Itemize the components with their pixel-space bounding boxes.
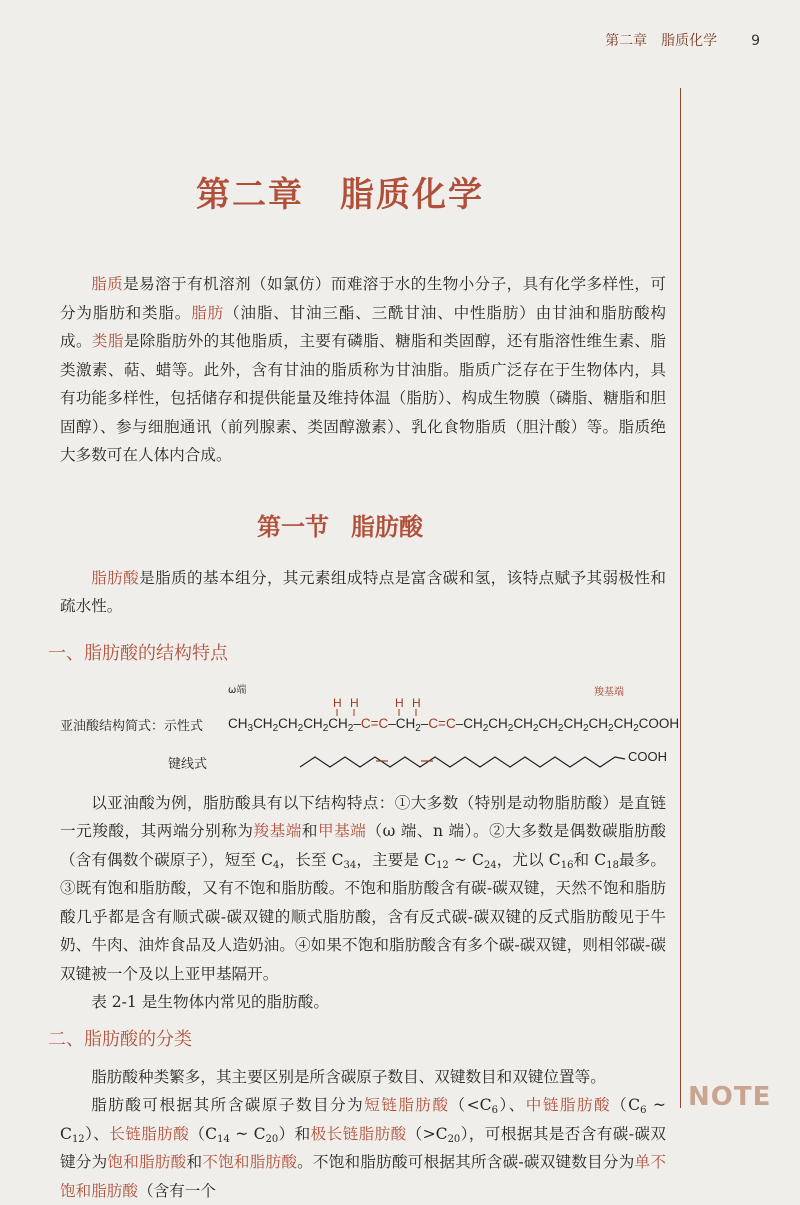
highlighted-term: 极长链脂肪酸 <box>310 1124 407 1143</box>
omega-end-label: ω端 <box>228 684 247 696</box>
condensed-formula-label: 亚油酸结构简式：示性式 <box>60 718 204 734</box>
section-name: 脂肪酸 <box>351 511 423 541</box>
text-run: ，长至 C <box>279 850 344 869</box>
structure-paragraph <box>60 789 666 989</box>
text-run: ，尤以 C <box>496 850 561 869</box>
subscript: 34 <box>343 859 357 871</box>
skeletal-cooh: COOH <box>628 748 667 764</box>
text-run: （油脂、甘油三酯、三酰甘油、中性脂肪）由甘油和脂肪酸构成。 <box>60 303 666 350</box>
subscript: 20 <box>265 1133 279 1145</box>
text-run: 和 <box>301 822 319 840</box>
running-header <box>605 30 760 50</box>
chapter-title <box>0 170 680 220</box>
text-run: ）、 <box>497 1096 526 1114</box>
section-title <box>0 510 680 544</box>
chapter-number: 第二章 <box>196 175 304 215</box>
text-run: 是除脂肪外的其他脂质，主要有磷脂、糖脂和类固醇，还有脂溶性维生素、脂类激素、萜、蜡等。此外，含有甘油的脂质称为甘油脂。脂质广泛存在于生物体内，具有功能多样性，包括储存和提供能量及维持体温（脂肪）、构成生物膜（磷脂、糖脂和胆固醇）、参与细胞通讯（前列腺素、类固醇激素）、乳化食物脂质（胆汁酸）等。脂质绝大多数可在人体内合成。 <box>60 332 666 464</box>
text-run: （C <box>611 1096 641 1114</box>
text-run: 是易溶于有机溶剂（如氯仿）而难溶于水的生物小分子，具有化学多样性，可分为脂肪和类脂。 <box>60 275 666 322</box>
section-intro-paragraph <box>60 564 666 621</box>
highlighted-term: 中链脂肪酸 <box>525 1096 612 1114</box>
svg-text:H: H <box>333 695 342 710</box>
subscript: 12 <box>436 859 449 871</box>
text-run: 是脂质的基本组分，其元素组成特点是富含碳和氢，该特点赋予其弱极性和疏水性。 <box>60 568 666 615</box>
text-run: 和 C <box>573 850 607 869</box>
highlighted-term: 不饱和脂肪酸 <box>202 1153 298 1171</box>
page-number: 9 <box>751 33 760 49</box>
highlighted-term: 甲基端 <box>318 822 367 840</box>
subscript: 12 <box>71 1133 85 1145</box>
section-number: 第一节 <box>257 511 329 541</box>
highlighted-term: 长链脂肪酸 <box>109 1124 190 1143</box>
running-chapter: 第二章 脂质化学 <box>605 33 718 49</box>
carboxyl-end-label: 羧基端 <box>594 686 624 698</box>
subscript: 14 <box>217 1133 230 1145</box>
highlighted-term: 饱和脂肪酸 <box>107 1153 187 1171</box>
highlighted-term: 脂肪酸 <box>91 568 140 587</box>
subscript: 4 <box>273 859 280 871</box>
skeletal-formula-label: 键线式 <box>168 756 208 772</box>
highlighted-term: 短链脂肪酸 <box>364 1096 450 1114</box>
text-run: ~ C <box>60 1096 666 1143</box>
svg-text:H: H <box>412 695 421 710</box>
text-run: 和 <box>186 1153 203 1171</box>
highlighted-term: 脂肪 <box>191 303 225 322</box>
text-run: ~ C <box>448 850 484 869</box>
classification-paragraph-2 <box>60 1091 666 1205</box>
text-run: 以亚油酸为例，脂肪酸具有以下结构特点：①大多数（特别是动物脂肪酸）是直链一元羧酸，其两端分别称为 <box>60 793 666 840</box>
text-run: （ω 端、n 端）。②大多数是偶数碳脂肪酸（含有偶数个碳原子），短至 C <box>60 822 666 869</box>
classification-paragraph-1 <box>60 1063 666 1092</box>
linoleic-acid-formula <box>60 679 680 779</box>
highlighted-term: 羧基端 <box>253 822 302 840</box>
text-run: ）和 <box>278 1124 311 1143</box>
subscript: 6 <box>491 1105 498 1116</box>
text-run: 。不饱和脂肪酸可根据其所含碳-碳双键数目分为 <box>297 1153 635 1171</box>
text-run: ），可根据其是否含有碳-碳双键分为 <box>60 1124 666 1171</box>
heading-structure: 一、脂肪酸的结构特点 <box>48 642 228 664</box>
highlighted-term: 单不饱和脂肪酸 <box>60 1153 666 1200</box>
subscript: 24 <box>483 859 497 871</box>
condensed-formula: $CH_3CH_2CH_2CH_2CH_2-C=C-CH_2-C=C-CH_2CH_2CH_2CH_2CH_2CH_2CH_2COOH$ <box>228 715 680 734</box>
main-column <box>48 170 680 1205</box>
margin-divider <box>680 88 681 1108</box>
text-run: ）、 <box>84 1124 110 1143</box>
subscript: 18 <box>606 859 619 871</box>
text-run: ，主要是 C <box>356 850 437 869</box>
text-run: （含有一个 <box>137 1181 216 1200</box>
subscript: 16 <box>560 859 574 871</box>
highlighted-term: 类脂 <box>91 332 124 350</box>
svg-text:H: H <box>350 695 359 710</box>
text-run: 表 2-1 是生物体内常见的脂肪酸。 <box>91 993 329 1011</box>
intro-paragraph <box>60 270 666 470</box>
heading-classification: 二、脂肪酸的分类 <box>48 1028 192 1050</box>
text-run: 脂肪酸可根据其所含碳原子数目分为 <box>91 1096 365 1114</box>
svg-text:H: H <box>395 695 404 710</box>
text-run: （<C <box>449 1096 492 1114</box>
highlighted-term: 脂质 <box>91 275 124 293</box>
text-run: （C <box>189 1124 218 1143</box>
subscript: 6 <box>640 1105 647 1116</box>
table-reference <box>60 988 666 1017</box>
text-run: （>C <box>406 1124 448 1143</box>
text-run: 最多。③既有饱和脂肪酸，又有不饱和脂肪酸。不饱和脂肪酸含有碳-碳双键，天然不饱和脂肪酸几乎都是含有顺式碳-碳双键的顺式脂肪酸，含有反式碳-碳双键的反式脂肪酸见于牛奶、牛肉、油炸食品及人造奶油。④如果不饱和脂肪酸含有多个碳-碳双键，则相邻碳-碳双键被一个及以上亚甲基隔开。 <box>60 850 666 983</box>
subscript: 20 <box>447 1133 461 1145</box>
note-margin-label: NOTE <box>688 1082 772 1112</box>
text-run: 脂肪酸种类繁多，其主要区别是所含碳原子数目、双键数目和双键位置等。 <box>91 1067 606 1086</box>
text-run: ~ C <box>229 1124 266 1143</box>
chapter-name: 脂质化学 <box>340 175 484 215</box>
